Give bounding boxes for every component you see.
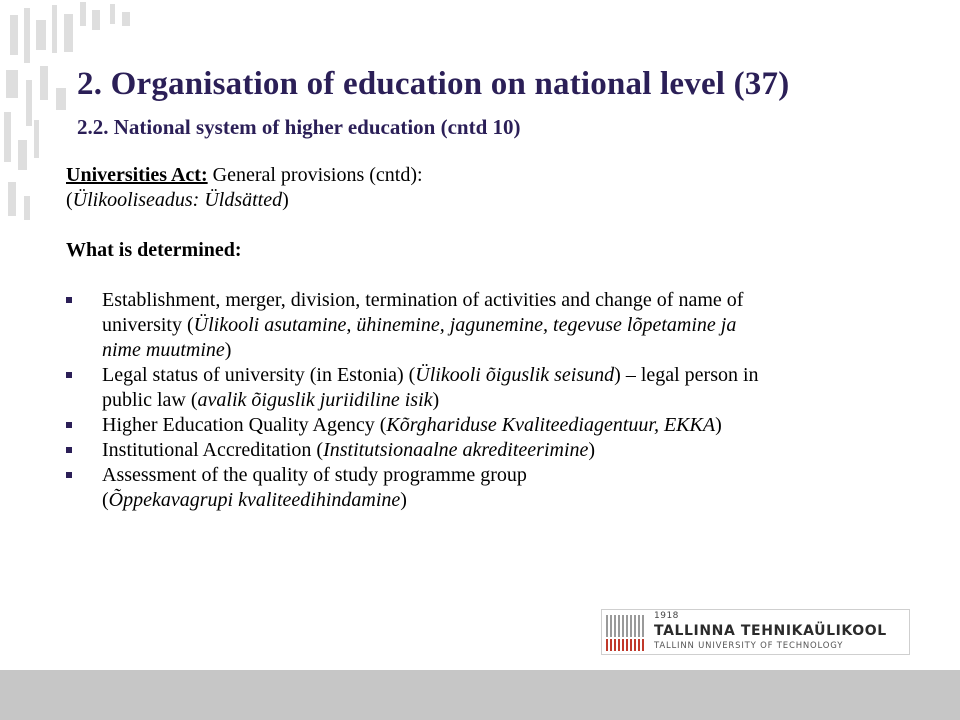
slide-subtitle: 2.2. National system of higher education (cntd 10) (77, 115, 521, 139)
logo-year: 1918 (654, 611, 679, 621)
list-item-translation: nime muutmine (102, 339, 225, 361)
list-item-translation: Õppekavagrupi kvaliteedihindamine (108, 489, 401, 511)
act-translation-line (66, 188, 896, 213)
list-item (66, 438, 896, 463)
paren-close: ) (282, 189, 289, 211)
bullet-square-icon (66, 372, 72, 378)
act-description: General provisions (cntd): (207, 164, 423, 186)
list-item-translation: Ülikooli õiguslik seisund (415, 364, 615, 386)
list-item-text: Institutional Accreditation ( (102, 439, 324, 461)
list-item-text: ( (102, 489, 109, 511)
bullet-square-icon (66, 472, 72, 478)
act-label: Universities Act: (66, 164, 208, 186)
list-item-text: university ( (102, 314, 194, 336)
bullet-square-icon (66, 297, 72, 303)
bullet-square-icon (66, 422, 72, 428)
slide-body (66, 163, 896, 513)
logo-bars-icon (606, 613, 646, 652)
logo-english-name: TALLINN UNIVERSITY OF TECHNOLOGY (654, 641, 844, 651)
list-item-text: Establishment, merger, division, termination of activities and change of name of (102, 289, 744, 311)
act-line (66, 163, 896, 188)
act-translation: Ülikooliseadus: Üldsätted (72, 189, 283, 211)
list-item (66, 363, 896, 413)
paren-open: ( (66, 189, 73, 211)
university-logo (601, 609, 910, 655)
list-item-text: public law ( (102, 389, 198, 411)
list-item-text: Higher Education Quality Agency ( (102, 414, 387, 436)
footer-bar (0, 670, 960, 720)
list-item-text: ) – legal person in (614, 364, 759, 386)
list-item-translation: avalik õiguslik juriidiline isik (197, 389, 433, 411)
list-item-text: Assessment of the quality of study programme group (102, 464, 527, 486)
list-item-text: ) (224, 339, 232, 361)
list-item-text: ) (715, 414, 722, 436)
slide-title: 2. Organisation of education on national level (37) (77, 66, 790, 102)
list-item-text: ) (588, 439, 596, 461)
bullet-square-icon (66, 447, 72, 453)
logo-name: TALLINNA TEHNIKAÜLIKOOL (654, 623, 887, 639)
list-item-text: ) (432, 389, 440, 411)
list-item (66, 463, 896, 513)
list-item-translation: Institutsionaalne akrediteerimine (323, 439, 589, 461)
section-heading: What is determined: (66, 239, 242, 261)
list-item-translation: Kõrghariduse Kvaliteediagentuur, EKKA (386, 414, 716, 436)
determined-list (66, 288, 896, 513)
list-item (66, 288, 896, 363)
list-item-text: ) (400, 489, 407, 511)
list-item-translation: Ülikooli asutamine, ühinemine, jagunemine, tegevuse lõpetamine ja (193, 314, 737, 336)
list-item (66, 413, 896, 438)
list-item-text: Legal status of university (in Estonia) ( (102, 364, 416, 386)
